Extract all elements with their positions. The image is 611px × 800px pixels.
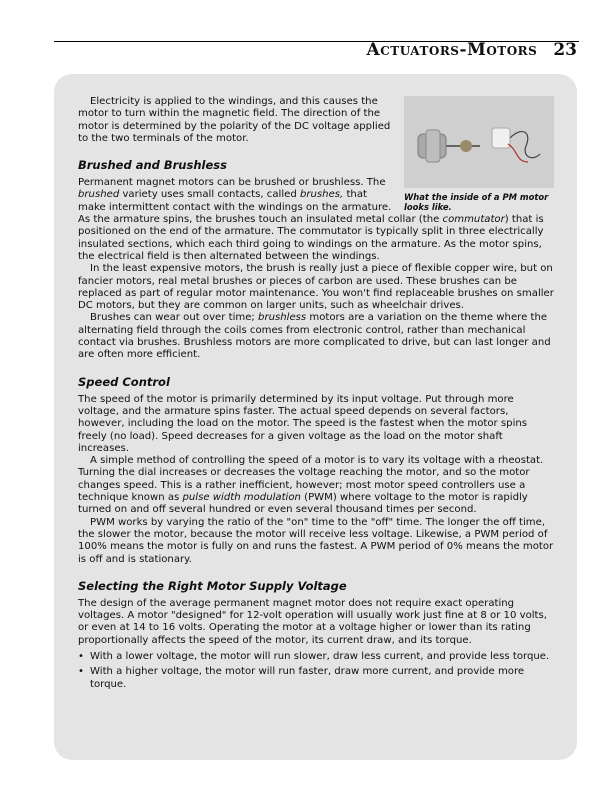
- text-run: motors are a variation on the theme where the alternating field through the coils comes from electronic control, rather than mechanical contact via brushes. Brushless motors are more complicated to drive, but can last longer and are often more efficient.: [78, 312, 551, 361]
- page-header: [367, 40, 577, 60]
- text-run: Permanent magnet motors can be brushed or brushless. The: [78, 177, 386, 189]
- speed-paragraph-2: [78, 455, 554, 516]
- list-item: • With a higher voltage, the motor will run faster, draw more current, and provide more torque.: [78, 666, 554, 691]
- brushed-paragraph-3: [78, 312, 554, 361]
- page-body: [78, 96, 554, 694]
- term-commutator: commutator: [442, 214, 505, 226]
- term-brushes: brushes,: [299, 189, 344, 201]
- page-number: 23: [553, 40, 577, 60]
- term-brushless: brushless: [258, 312, 307, 324]
- motor-illustration: [404, 96, 554, 188]
- list-item: • With a lower voltage, the motor will run slower, draw less current, and provide less torque.: [78, 651, 554, 663]
- speed-paragraph-1: The speed of the motor is primarily determined by its input voltage. Put through more voltage, and the armature spins faster. The actual speed depends on several factors, however, including the load on the motor. The speed is the fastest when the motor spins freely (no load). Speed decreases for a given voltage as the load on the motor shaft increases.: [78, 393, 528, 454]
- term-pwm: pulse width modulation: [182, 492, 301, 504]
- term-brushed: brushed: [78, 189, 120, 201]
- text-run: that make intermittent contact with the windings on the armature. As the armature spins, the brushes touch an insulated metal collar (the: [78, 189, 443, 226]
- text-run: ) that is positioned on the end of the armature. The commutator is typically split in three electrically insulated sections, which each third going to windings on the armature. As the motor spins, the electrical field is then alternated between the windings.: [78, 214, 544, 262]
- brushed-paragraph-2: In the least expensive motors, the brush is really just a piece of flexible copper wire, but on fancier motors, real metal brushes or pieces of carbon are used. These brushes can be replaced as part of regular motor maintenance. You won't find replaceable brushes on smaller DC motors, but they are common on larger units, such as wheelchair drives.: [78, 263, 554, 312]
- intro-paragraph: Electricity is applied to the windings, and this causes the motor to turn within the magnetic field. The direction of the motor is determined by the polarity of the DC voltage applied to the two terminals of the motor.: [78, 96, 391, 144]
- chapter-title: Actuators-Motors: [366, 40, 538, 60]
- text-run: (PWM) where voltage to the motor is rapidly turned on and off several hundred or even several thousand times per second.: [78, 492, 528, 516]
- figure-caption: What the inside of a PM motor looks like.: [404, 192, 549, 212]
- voltage-paragraph-1: The design of the average permanent magnet motor does not require exact operating voltages. A motor "designed" for 12-volt operation will usually work just fine at 8 or 10 volts, or even at 14 to 16 volts. Operating the motor at a voltage higher or lower than its rating proportionally affects the speed of the motor, its current draw, and its torque.: [78, 597, 547, 646]
- text-run: Brushes can wear out over time;: [90, 312, 259, 324]
- heading-motor-voltage: Selecting the Right Motor Supply Voltage: [78, 578, 347, 593]
- heading-speed-control: Speed Control: [78, 374, 170, 389]
- text-run: A simple method of controlling the speed of a motor is to vary its voltage with a rheostat. Turning the dial increases or decreases the voltage reaching the motor, and so the motor changes speed. This is a rather inefficient, however; most motor speed controllers use a technique known as: [78, 455, 544, 504]
- motor-photo: [404, 96, 554, 188]
- speed-paragraph-3: PWM works by varying the ratio of the "on" time to the "off" time. The longer the off time, the slower the motor, because the motor will receive less voltage. Likewise, a PWM period of 100% means the motor is fully on and runs the fastest. A PWM period of 0% means the motor is off and is stationary.: [78, 516, 554, 565]
- motor-figure: [404, 96, 554, 212]
- text-run: variety uses small contacts, called: [119, 189, 300, 201]
- heading-brushed: Brushed and Brushless: [78, 158, 227, 173]
- voltage-bullets: [78, 651, 554, 691]
